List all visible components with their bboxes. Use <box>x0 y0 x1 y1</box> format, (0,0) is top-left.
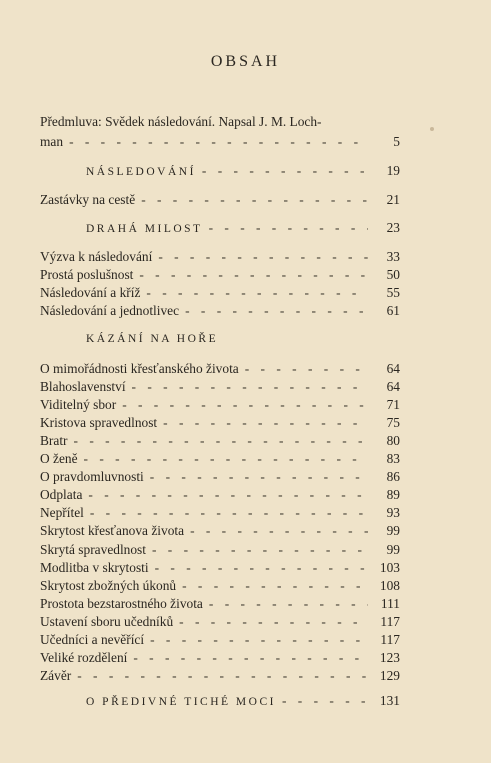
toc-entry-label: O mimořádnosti křesťanského života <box>40 361 239 376</box>
toc-entry-label: Zastávky na cestě <box>40 192 136 207</box>
toc-entry <box>40 577 400 595</box>
preface-line: Předmluva: Svědek následování. Napsal J. M. Loch- <box>40 114 322 129</box>
toc-entry-label: O PŘEDIVNÉ TICHÉ MOCI <box>86 696 276 708</box>
toc-entry-label: Kristova spravedlnost <box>40 415 158 431</box>
toc-entry-label: Bratr <box>40 433 68 449</box>
toc-page-number: 21 <box>386 192 400 207</box>
toc-page-number: 117 <box>380 631 400 647</box>
toc-entry-label: Skrytá spravedlnost <box>40 541 146 557</box>
toc-entry <box>40 248 400 266</box>
toc-page-number: 61 <box>386 303 400 318</box>
dot-leader <box>77 667 368 685</box>
toc-entry-preface <box>40 133 400 151</box>
toc-entry-label: Skrytost křesťanova života <box>40 523 185 539</box>
dot-leader <box>179 613 368 631</box>
toc-page-number: 129 <box>379 667 400 683</box>
toc-entry <box>40 667 400 685</box>
toc-entry-label: Výzva k následování <box>40 249 153 264</box>
toc-page-number: 93 <box>386 505 400 521</box>
toc-page-number: 50 <box>386 267 400 282</box>
toc-page-number: 64 <box>386 361 400 376</box>
toc-entry-label: Modlitba v skrytosti <box>40 559 149 575</box>
toc-entry-label: Prostota bezstarostného života <box>40 595 203 611</box>
toc-entry-label: Skrytost zbožných úkonů <box>40 577 177 593</box>
dot-leader <box>90 504 368 522</box>
toc-entry-label: Prostá poslušnost <box>40 267 134 282</box>
toc-entry <box>40 360 400 378</box>
toc-entry <box>40 162 400 180</box>
toc-page-number: 71 <box>386 397 400 413</box>
toc-page-number: 83 <box>386 451 400 467</box>
toc-entry <box>40 191 400 209</box>
dot-leader <box>282 692 368 710</box>
toc-entry-label: DRAHÁ MILOST <box>86 223 203 235</box>
paper-speck <box>430 127 434 131</box>
toc-page-number: 111 <box>380 595 400 611</box>
toc-page-number: 99 <box>386 541 400 557</box>
dot-leader <box>141 191 368 209</box>
toc-entry <box>40 649 400 667</box>
dot-leader <box>88 486 368 504</box>
toc-page-number: 117 <box>380 613 400 629</box>
dot-leader <box>209 219 368 237</box>
toc-entry-label: Ustavení sboru učedníků <box>40 613 174 629</box>
toc-entry <box>40 541 400 559</box>
toc-entry-label: NÁSLEDOVÁNÍ <box>86 166 196 178</box>
toc-entry <box>40 432 400 450</box>
toc-entry-label: Viditelný sbor <box>40 397 117 413</box>
toc-entry <box>40 450 400 468</box>
toc-page-number: 108 <box>379 577 400 593</box>
toc-page-number: 80 <box>386 433 400 449</box>
toc-entry-label: Učedníci a nevěřící <box>40 631 145 647</box>
toc-entry <box>40 504 400 522</box>
toc-entry-final <box>40 692 400 710</box>
toc-entry <box>40 595 400 613</box>
dot-leader <box>146 284 368 302</box>
dot-leader <box>74 432 368 450</box>
dot-leader <box>163 414 368 432</box>
dot-leader <box>139 266 368 284</box>
toc-entry <box>40 266 400 284</box>
dot-leader <box>185 302 368 320</box>
toc-entry-label: Odplata <box>40 487 83 503</box>
toc-entry <box>40 613 400 631</box>
dot-leader <box>150 631 368 649</box>
dot-leader <box>158 248 368 266</box>
dot-leader <box>182 577 368 595</box>
dot-leader <box>155 559 368 577</box>
toc-entry-label: Závěr <box>40 667 72 683</box>
dot-leader <box>202 162 368 180</box>
page-title: OBSAH <box>210 53 281 70</box>
dot-leader <box>190 522 368 540</box>
toc-page-number: 75 <box>386 415 400 431</box>
toc-entry <box>40 414 400 432</box>
toc-entry <box>40 396 400 414</box>
toc-entry-label: Blahoslavenství <box>40 379 126 395</box>
toc-entry-label: Veliké rozdělení <box>40 649 128 665</box>
toc-page-number: 5 <box>393 134 400 149</box>
toc-entry-label: Následování a jednotlivec <box>40 303 180 318</box>
toc-page-number: 23 <box>386 220 400 235</box>
dot-leader <box>122 396 368 414</box>
toc-entry <box>40 522 400 540</box>
toc-page-number: 55 <box>386 285 400 300</box>
toc-entry-label: man <box>40 134 64 149</box>
toc-page-number: 103 <box>379 559 400 575</box>
dot-leader <box>245 360 368 378</box>
dot-leader <box>69 133 368 151</box>
dot-leader <box>152 541 368 559</box>
dot-leader <box>84 450 368 468</box>
toc-entry <box>40 284 400 302</box>
toc-entry <box>40 468 400 486</box>
toc-page-number: 89 <box>386 487 400 503</box>
toc-page-number: 19 <box>386 163 400 178</box>
toc-entry-label: O pravdomluvnosti <box>40 469 144 485</box>
toc-entry <box>40 631 400 649</box>
toc-entry-label: Následování a kříž <box>40 285 141 300</box>
toc-page-number: 131 <box>379 693 400 708</box>
dot-leader <box>209 595 368 613</box>
dot-leader <box>150 468 368 486</box>
toc-entry-label: O ženě <box>40 451 78 467</box>
toc-entry <box>40 559 400 577</box>
dot-leader <box>133 649 368 667</box>
toc-entry <box>40 302 400 320</box>
toc-entry <box>40 219 400 237</box>
toc-page-number: 86 <box>386 469 400 485</box>
dot-leader <box>132 378 368 396</box>
toc-entry <box>40 486 400 504</box>
toc-entry-label: Nepřítel <box>40 505 84 521</box>
toc-page-number: 123 <box>379 649 400 665</box>
toc-entry <box>40 378 400 396</box>
toc-page-number: 33 <box>386 249 400 264</box>
toc-page-number: 99 <box>386 523 400 539</box>
toc-page-number: 64 <box>386 379 400 395</box>
section-heading: KÁZÁNÍ NA HOŘE <box>86 333 219 345</box>
